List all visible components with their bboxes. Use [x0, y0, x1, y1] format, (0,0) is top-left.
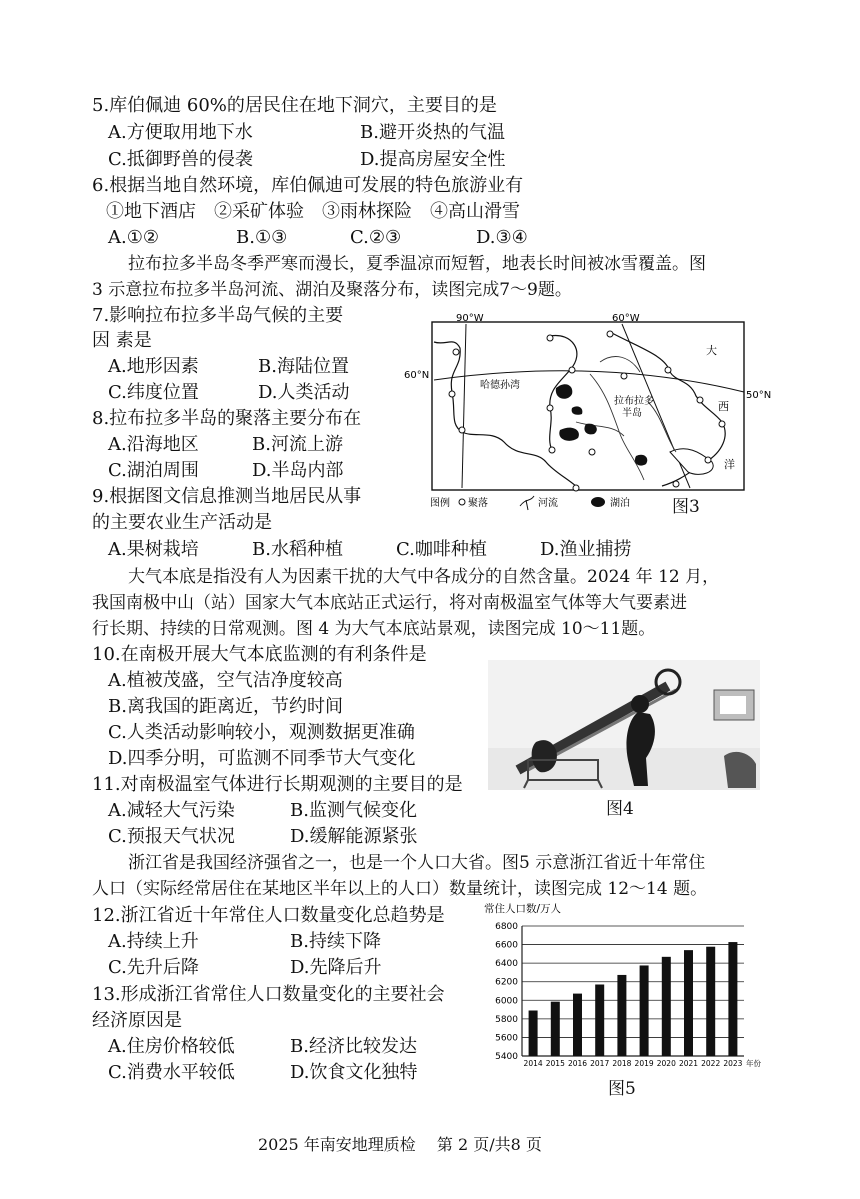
page-footer: 2025 年南安地理质检 第 2 页/共8 页: [258, 1135, 542, 1154]
intro-12-14-line1: 浙江省是我国经济强省之一，也是一个人口大省。图5 示意浙江省近十年常住: [128, 853, 706, 873]
q9-stem-line1: 9.根据图文信息推测当地居民从事: [92, 486, 362, 507]
legend-river-label: 河流: [538, 498, 558, 509]
bar-2015: [551, 1002, 560, 1056]
q7-option-d: D.人类活动: [258, 382, 350, 403]
atlantic-label-2: 西: [718, 400, 729, 413]
x-tick-label: 2017: [590, 1059, 610, 1068]
q12-option-c: C.先升后降: [108, 957, 199, 978]
q12-stem: 12.浙江省近十年常住人口数量变化总趋势是: [92, 905, 445, 926]
q5-option-b: B.避开炎热的气温: [360, 122, 505, 143]
q7-option-c: C.纬度位置: [108, 382, 199, 403]
q13-stem-line2: 经济原因是: [92, 1010, 182, 1031]
q9-option-c: C.咖啡种植: [396, 539, 487, 560]
q6-option-c: C.②③: [350, 227, 402, 248]
bar-2023: [728, 942, 737, 1056]
figure-5-chart: [482, 900, 782, 1072]
figure-3-caption: 图3: [672, 497, 700, 517]
x-tick-label: 2020: [656, 1059, 676, 1068]
q11-option-b: B.监测气候变化: [290, 800, 417, 821]
y-tick-label: 6400: [495, 959, 518, 970]
legend-settlement-label: 聚落: [468, 498, 488, 509]
intro-10-11-line1: 大气本底是指没有人为因素干扰的大气中各成分的自然含量。2024 年 12 月，: [128, 567, 720, 587]
q6-option-d: D.③④: [476, 227, 528, 248]
x-tick-label: 2019: [634, 1059, 654, 1068]
q6-stem: 6.根据当地自然环境，库伯佩迪可发展的特色旅游业有: [92, 175, 524, 196]
x-tick-label: 2014: [523, 1059, 543, 1068]
legend-river-icon: [520, 496, 534, 510]
q12-option-b: B.持续下降: [290, 931, 381, 952]
q7-stem-line1: 7.影响拉布拉多半岛气候的主要: [92, 305, 344, 326]
y-tick-label: 5600: [495, 1033, 518, 1044]
intro-10-11-line2: 我国南极中山（站）国家大气本底站正式运行，将对南极温室气体等大气要素进: [92, 593, 687, 613]
intro-12-14-line2: 人口（实际经常居住在某地区半年以上的人口）数量统计，读图完成 12～14 题。: [92, 879, 708, 899]
bar-2022: [706, 947, 715, 1056]
q13-option-d: D.饮食文化独特: [290, 1062, 418, 1083]
atlantic-label-3: 洋: [724, 458, 735, 471]
q7-option-a: A.地形因素: [108, 356, 199, 377]
y-tick-label: 6600: [495, 940, 518, 951]
lat-50n-label: 50°N: [746, 390, 772, 401]
q12-option-a: A.持续上升: [108, 931, 199, 952]
bar-2021: [684, 950, 693, 1056]
legend-label: 图例: [430, 498, 450, 509]
bar-2019: [640, 965, 649, 1056]
q11-stem: 11.对南极温室气体进行长期观测的主要目的是: [92, 774, 463, 795]
legend-lake-icon: [591, 497, 605, 507]
atlantic-label-1: 大: [706, 344, 717, 357]
q9-option-a: A.果树栽培: [108, 539, 199, 560]
q9-option-b: B.水稻种植: [252, 539, 343, 560]
x-tick-label: 2016: [567, 1059, 588, 1068]
lat-60n-label: 60°N: [404, 370, 430, 381]
figure-3-map: [400, 312, 780, 518]
hudson-bay-label: 哈德孙湾: [480, 380, 520, 391]
q11-option-c: C.预报天气状况: [108, 826, 235, 847]
lon-90w-label: 90°W: [456, 313, 484, 324]
q10-stem: 10.在南极开展大气本底监测的有利条件是: [92, 644, 427, 665]
q9-option-d: D.渔业捕捞: [540, 539, 632, 560]
q7-stem-line2: 因 素是: [92, 330, 152, 351]
y-tick-label: 6200: [495, 977, 518, 988]
x-tick-label: 2023: [723, 1059, 743, 1068]
q5-stem: 5.库伯佩迪 60%的居民住在地下洞穴，主要目的是: [92, 95, 497, 116]
legend-lake-label: 湖泊: [610, 498, 630, 509]
q6-option-b: B.①③: [236, 227, 288, 248]
q8-option-c: C.湖泊周围: [108, 460, 199, 481]
q8-option-a: A.沿海地区: [108, 434, 199, 455]
q8-option-d: D.半岛内部: [252, 460, 344, 481]
q10-option-a: A.植被茂盛，空气洁净度较高: [108, 670, 343, 691]
q11-option-a: A.减轻大气污染: [108, 800, 235, 821]
q9-stem-line2: 的主要农业生产活动是: [92, 512, 272, 533]
q8-option-b: B.河流上游: [252, 434, 343, 455]
peninsula-label-1: 拉布拉多: [614, 396, 654, 407]
q7-option-b: B.海陆位置: [258, 356, 349, 377]
q13-option-b: B.经济比较发达: [290, 1036, 417, 1057]
y-tick-label: 6800: [495, 922, 518, 932]
chart-y-axis-label: 常住人口数/万人: [484, 903, 562, 915]
bar-2014: [529, 1011, 538, 1057]
intro-7-9-line2: 3 示意拉布拉多半岛河流、湖泊及聚落分布，读图完成7～9题。: [92, 280, 572, 300]
q8-stem: 8.拉布拉多半岛的聚落主要分布在: [92, 408, 362, 429]
q11-option-d: D.缓解能源紧张: [290, 826, 418, 847]
x-tick-label: 2018: [612, 1059, 632, 1068]
q5-option-a: A.方便取用地下水: [108, 122, 253, 143]
q10-option-b: B.离我国的距离近，节约时间: [108, 696, 343, 717]
x-tick-label: 2015: [545, 1059, 565, 1068]
q13-option-c: C.消费水平较低: [108, 1062, 235, 1083]
q6-items: ①地下酒店 ②采矿体验 ③雨林探险 ④高山滑雪: [106, 201, 520, 222]
chart-x-axis-label: 年份: [746, 1059, 761, 1068]
q6-option-a: A.①②: [108, 227, 159, 248]
figure-4-caption: 图4: [606, 799, 634, 819]
peninsula-label-2: 半岛: [622, 408, 642, 419]
y-tick-label: 5400: [495, 1052, 518, 1062]
bar-2020: [662, 957, 671, 1056]
x-tick-label: 2021: [678, 1059, 699, 1068]
q10-option-d: D.四季分明，可监测不同季节大气变化: [108, 748, 416, 769]
bar-2017: [595, 985, 604, 1057]
x-tick-label: 2022: [701, 1059, 721, 1068]
bar-2018: [617, 975, 626, 1056]
bar-2016: [573, 994, 582, 1056]
q13-option-a: A.住房价格较低: [108, 1036, 235, 1057]
q13-stem-line1: 13.形成浙江省常住人口数量变化的主要社会: [92, 984, 445, 1005]
figure-5-caption: 图5: [608, 1079, 636, 1099]
intro-10-11-line3: 行长期、持续的日常观测。图 4 为大气本底站景观，读图完成 10～11题。: [92, 619, 656, 639]
q5-option-d: D.提高房屋安全性: [360, 149, 506, 170]
y-tick-label: 5800: [495, 1014, 518, 1025]
q12-option-d: D.先降后升: [290, 957, 382, 978]
q10-option-c: C.人类活动影响较小，观测数据更准确: [108, 722, 415, 743]
legend-settlement-icon: [459, 499, 465, 505]
intro-7-9-line1: 拉布拉多半岛冬季严寒而漫长，夏季温凉而短暂，地表长时间被冰雪覆盖。图: [128, 254, 706, 274]
figure-4-photo: [488, 660, 760, 790]
q5-option-c: C.抵御野兽的侵袭: [108, 149, 253, 170]
y-tick-label: 6000: [495, 996, 518, 1007]
lon-60w-label: 60°W: [612, 313, 640, 324]
